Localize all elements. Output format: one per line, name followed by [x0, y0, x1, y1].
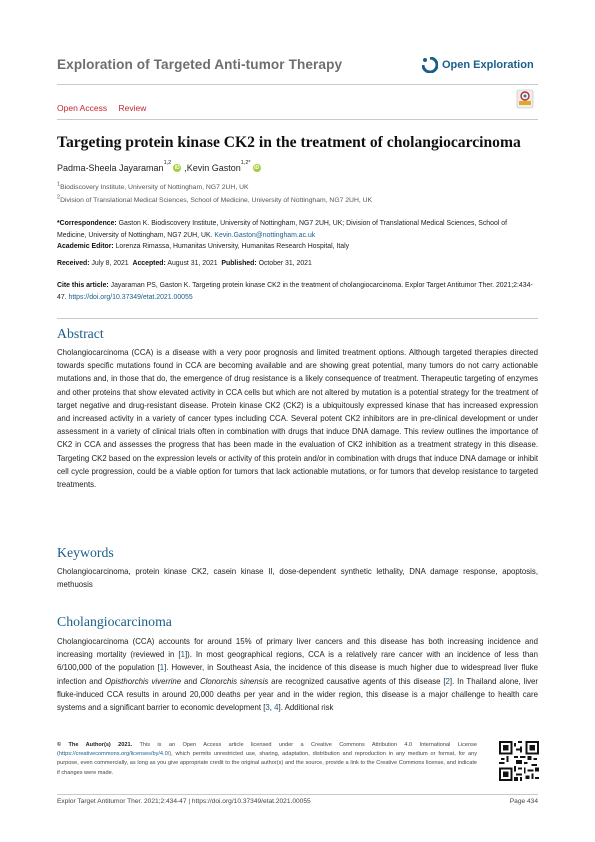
footer-divider — [57, 794, 538, 795]
author-name[interactable]: Padma-Sheela Jayaraman — [57, 163, 164, 173]
editor-text: Lorenza Rimassa, Humanitas University, Humanitas Research Hospital, Italy — [115, 243, 350, 250]
author-separator: , — [184, 163, 187, 173]
open-access-tag: Open Access — [57, 103, 108, 113]
abstract-divider — [57, 318, 538, 319]
reference-link[interactable]: 2 — [445, 676, 450, 686]
title-divider — [57, 119, 538, 120]
correspondence-text: Gaston K. Biodiscovery Institute, University of Nottingham, NG7 2UH, UK; Division of Translational Medical Sciences, School of Medicine, University of Nottingham, NG7 2UH, UK. — [57, 220, 507, 239]
cite-doi-link[interactable]: https://doi.org/10.37349/etat.2021.00055 — [68, 293, 193, 301]
dates-line: Received: July 8, 2021 Accepted: August 31, 2021 Published: October 31, 2021 — [57, 260, 312, 267]
affiliation-1: $^1$Biodiscovery Institute, University of Nottingham, NG7 2UH, UK — [57, 181, 249, 191]
species-name: Clonorchis sinensis — [199, 676, 269, 686]
article-tags — [57, 103, 146, 113]
species-name: Opisthorchis viverrine — [105, 676, 182, 686]
keywords-heading: Keywords — [57, 545, 114, 560]
journal-title: Exploration of Targeted Anti-tumor Therapy — [57, 57, 343, 72]
citation — [57, 280, 538, 303]
cite-text: Jayaraman PS, Gaston K. Targeting protein kinase CK2 in the treatment of cholangiocarcinoma. Explor Target Antitumor Ther. 2021;2:434-47. — [57, 282, 533, 301]
license-link[interactable]: https://creativecommons.org/licenses/by/4.0/ — [58, 751, 170, 758]
correspondence-label: *Correspondence: — [57, 220, 117, 227]
publisher-logo[interactable] — [422, 57, 534, 73]
section-body: Cholangiocarcinoma (CCA) accounts for around 15% of primary liver cancers and this disease has both increasing incidence and increasing mortality (reviewed in [1]). In most geographical regions, CCA is a relatively rare cancer with an incidence of less than 6/100,000 of the population [1]. However, in Southeast Asia, the incidence of this disease is much higher due to widespread liver fluke infection and Opisthorchis viverrine and Clonorchis sinensis are recognized causative agents of this disease [2]. In Thailand alone, liver fluke-induced CCA results in around 20,000 deaths per year and in the wider region, this disease is a major challenge to health care systems and a significant barrier to economic development [3, 4]. Additional risk — [57, 637, 538, 713]
reference-link[interactable]: 1 — [159, 663, 165, 673]
correspondence-email-link[interactable]: Kevin.Gaston@nottingham.ac.uk — [214, 231, 316, 239]
author-name[interactable]: Kevin Gaston — [186, 163, 241, 173]
check-for-updates-icon[interactable] — [514, 88, 536, 110]
cite-label: Cite this article: — [57, 282, 109, 289]
qr-code-icon[interactable] — [499, 741, 539, 781]
reference-link[interactable]: 1 — [180, 650, 185, 660]
abstract-heading: Abstract — [57, 326, 104, 341]
paper-title: Targeting protein kinase CK2 in the treatment of cholangiocarcinoma — [57, 134, 521, 151]
running-footer: Explor Target Antitumor Ther. 2021;2:434-47 | https://doi.org/10.37349/etat.2021.00055 — [57, 798, 311, 805]
copyright-label: © The Author(s) 2021. — [57, 742, 133, 748]
keywords-text: Cholangiocarcinoma, protein kinase CK2, casein kinase II, dose-dependent synthetic lethality, DNA damage response, apoptosis, methuosis — [57, 567, 538, 590]
orcid-icon[interactable]: iD — [254, 165, 260, 171]
open-exploration-logo-icon — [422, 57, 438, 73]
article-type-tag: Review — [118, 103, 147, 113]
orcid-icon[interactable]: iD — [174, 165, 180, 171]
reference-link[interactable]: 4 — [274, 703, 279, 713]
reference-link[interactable]: 3 — [265, 703, 270, 713]
published-date: October 31, 2021 — [258, 260, 312, 267]
accepted-date: August 31, 2021 — [167, 260, 218, 267]
editor-label: Academic Editor: — [57, 243, 114, 250]
page-number: Page 434 — [509, 798, 538, 805]
academic-editor — [57, 241, 538, 253]
affiliation-2: $^2$Division of Translational Medical Sciences, School of Medicine, University of Nottingham, NG7 2UH, UK — [57, 194, 373, 204]
received-date: July 8, 2021 — [91, 260, 129, 267]
abstract-text: Cholangiocarcinoma (CCA) is a disease with a very poor prognosis and limited treatment options. Although targeted therapies directed towards specific mutations found in CCA are becoming available and are showing great potential, many tumors do not carry actionable mutations and, in those that do, the emergence of drug resistance is a likely consequence of treatment. Therapeutic targeting of enzymes and other proteins that show elevated activity in CCA cells but which are not altered by mutation is a potential strategy for the treatment of target negative and drug-resistant disease. Protein kinase CK2 (CK2) is a ubiquitously expressed kinase that has increased expression and increased activity in a variety of cancer types including CCA. Several potent CK2 inhibitors are in pre-clinical development or under assessment in a variety of clinical trials often in combination with drugs that induce DNA damage. This review outlines the importance of CK2 in CCA and assesses the progress that has been made in the evaluation of CK2 inhibition as a treatment strategy in this disease. Targeting CK2 based on the expression levels or activity of this protein and/or in combination with drugs that induce DNA damage or inhibit cell cycle progression, could be a viable option for tumors that lack actionable mutations, or for tumors that develop resistance to targeted treatments. — [57, 348, 538, 490]
correspondence — [57, 218, 538, 241]
license-note: © The Author(s) 2021. This is an Open Access article licensed under a Creative Commons Attribution 4.0 International License (https://creativecommons.org/licenses/by/4.0/), which permits unrestricted use, sharing, adaptation, distribution and reproduction in any medium or format, for any purpose, even commercially, as long as you give appropriate credit to the original author(s) and the source, provide a link to the Creative Commons license, and indicate if changes were made. — [57, 742, 478, 776]
section-heading: Cholangiocarcinoma — [57, 614, 172, 629]
header-divider — [57, 84, 538, 85]
logo-text: Open Exploration — [442, 59, 534, 71]
author-list: Padma-Sheela Jayaraman 1,2 iD , Kevin Gaston 1,2* iD — [57, 160, 260, 173]
